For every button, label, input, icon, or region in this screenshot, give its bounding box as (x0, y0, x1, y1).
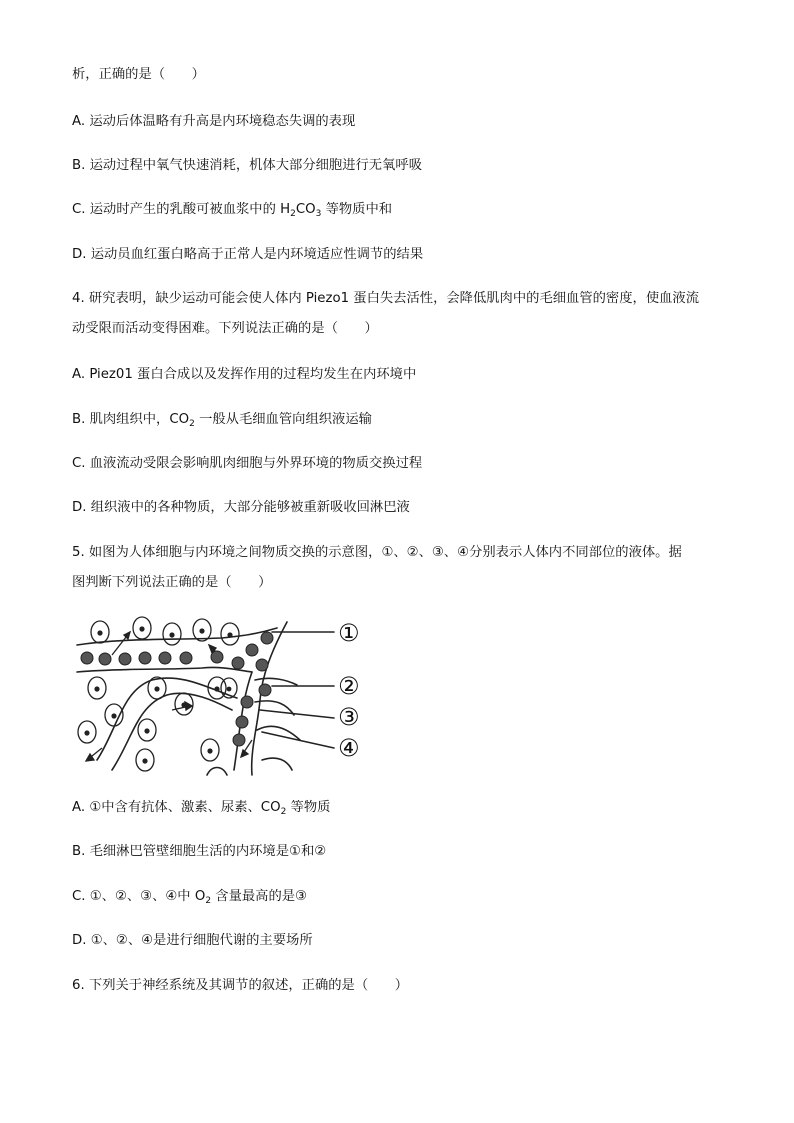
question-5-line-2: 图判断下列说法正确的是（ ） (72, 575, 272, 590)
tissue-cell-nucleus (199, 628, 204, 633)
tissue-cell-nucleus (94, 686, 99, 691)
tissue-cell-nucleus (144, 728, 149, 733)
tissue-curve-3 (257, 726, 300, 740)
tissue-curve-1 (255, 678, 297, 685)
q3-option-b: B. 运动过程中氧气快速消耗，机体大部分细胞进行无氧呼吸 (72, 158, 422, 173)
q4-option-b (72, 411, 372, 433)
tissue-curve-4 (262, 758, 292, 770)
q4-option-a: A. Piez01 蛋白合成以及发挥作用的过程均发生在内环境中 (72, 367, 417, 382)
q5-option-b: B. 毛细淋巴管壁细胞生活的内环境是①和② (72, 844, 327, 859)
blood-cell (119, 653, 131, 665)
tissue-cell-nucleus (154, 686, 159, 691)
q5a-sub: 2 (280, 807, 287, 817)
blood-cell (233, 734, 245, 746)
q5c-text-2: 含量最高的是③ (211, 889, 307, 904)
q5-option-c (72, 888, 307, 910)
q3-option-c (72, 201, 392, 223)
q3c-text-1: C. 运动时产生的乳酸可被血浆中的 H (72, 202, 291, 217)
tissue-diagram-svg (72, 610, 382, 780)
q4-option-c: C. 血液流动受限会影响肌肉细胞与外界环境的物质交换过程 (72, 456, 423, 471)
label-3: ③ (338, 703, 360, 731)
q4b-text-1: B. 肌肉组织中，CO (72, 412, 190, 427)
q3c-sub-2: 3 (315, 209, 322, 219)
blood-cell (246, 644, 258, 656)
tissue-cell-nucleus (97, 630, 102, 635)
q3-option-a: A. 运动后体温略有升高是内环境稳态失调的表现 (72, 114, 356, 129)
blood-cell (261, 632, 273, 644)
tissue-exchange-diagram (72, 610, 382, 780)
q4b-text-2: 一般从毛细血管向组织液运输 (194, 412, 372, 427)
blood-cell (180, 652, 192, 664)
blood-cell (139, 652, 151, 664)
question-4-line-1: 4. 研究表明，缺少运动可能会使人体内 Piezo1 蛋白失去活性，会降低肌肉中的毛细血管的密度，使血液流 (72, 291, 700, 306)
question-4-line-2: 动受限而活动变得困难。下列说法正确的是（ ） (72, 321, 378, 336)
q5c-sub: 2 (205, 896, 212, 906)
label-1: ① (338, 619, 360, 647)
capillary-wall-right (252, 622, 287, 775)
q5a-text-2: 等物质 (286, 800, 331, 815)
arrowhead-5 (241, 750, 248, 757)
tissue-cell-nucleus (227, 687, 232, 692)
q4-option-d: D. 组织液中的各种物质，大部分能够被重新吸收回淋巴液 (72, 500, 410, 515)
blood-cell (232, 657, 244, 669)
tissue-cell-nucleus (214, 686, 219, 691)
bottom-notch (207, 768, 227, 776)
q5a-text-1: A. ①中含有抗体、激素、尿素、CO (72, 800, 281, 815)
q3c-sub-1: 2 (290, 209, 296, 219)
question-6-stem: 6. 下列关于神经系统及其调节的叙述，正确的是（ ） (72, 978, 409, 993)
tissue-cell-nucleus (169, 632, 174, 637)
blood-cell (211, 651, 223, 663)
q3-option-d: D. 运动员血红蛋白略高于正常人是内环境适应性调节的结果 (72, 247, 424, 262)
blood-cell (159, 652, 171, 664)
blood-cell (241, 696, 253, 708)
pointer-line-3 (260, 710, 334, 718)
pointer-line-4 (262, 732, 334, 748)
tissue-cell-nucleus (207, 748, 212, 753)
q5-option-d: D. ①、②、④是进行细胞代谢的主要场所 (72, 933, 313, 948)
q5c-text-1: C. ①、②、③、④中 O (72, 889, 206, 904)
tissue-cell-nucleus (111, 713, 116, 718)
blood-cell (99, 653, 111, 665)
tissue-cell-nucleus (142, 758, 147, 763)
blood-cell (256, 659, 268, 671)
tissue-cell-nucleus (181, 702, 186, 707)
question-3-stem-tail: 析，正确的是（ ） (72, 67, 205, 82)
label-2: ② (338, 672, 360, 700)
label-4: ④ (338, 734, 360, 762)
blood-cell (81, 652, 93, 664)
question-5-line-1: 5. 如图为人体细胞与内环境之间物质交换的示意图，①、②、③、④分别表示人体内不同部位的液体。据 (72, 545, 682, 560)
blood-cell (259, 684, 271, 696)
blood-cell (236, 716, 248, 728)
q3c-text-2: CO (295, 202, 316, 217)
tissue-cell-nucleus (139, 626, 144, 631)
tissue-cell-nucleus (84, 730, 89, 735)
tissue-cell-nucleus (227, 632, 232, 637)
lymph-vessel-outer (112, 693, 232, 770)
q3c-text-3: 等物质中和 (321, 202, 393, 217)
capillary-wall-bottom (77, 667, 252, 672)
q4b-sub: 2 (189, 419, 195, 429)
q5-option-a (72, 799, 330, 821)
